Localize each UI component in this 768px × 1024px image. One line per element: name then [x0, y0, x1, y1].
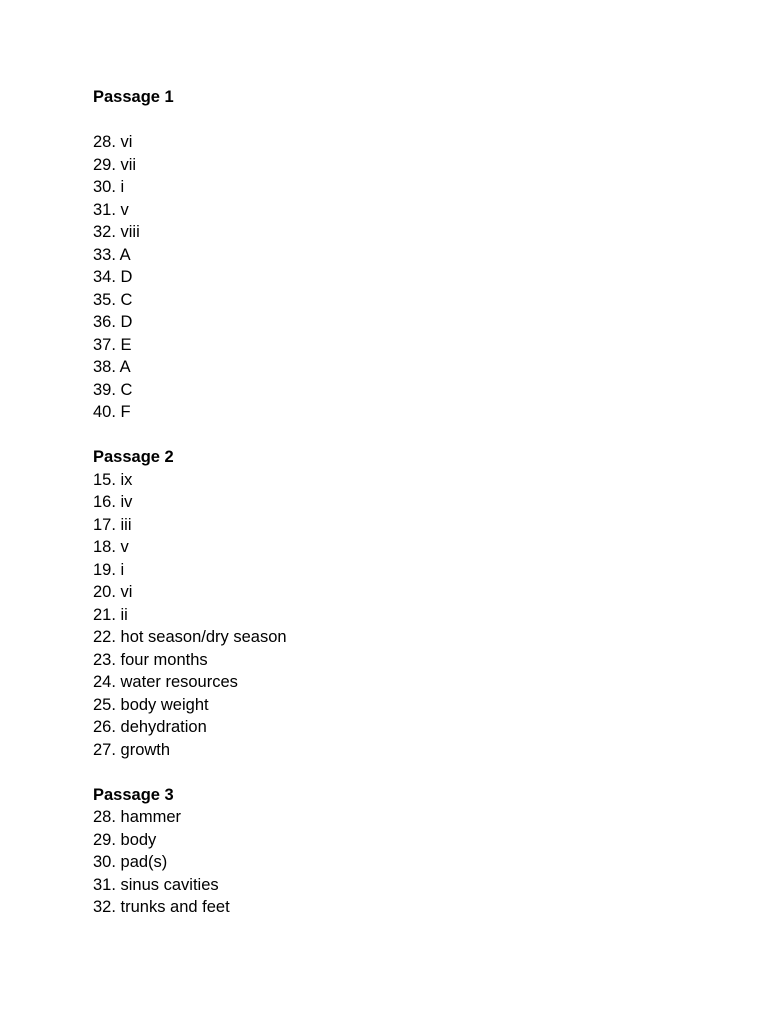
passage-2-heading: Passage 2 — [93, 448, 174, 466]
passage-1-answer-list — [93, 131, 733, 424]
answer-item: 38. A — [93, 358, 131, 376]
answer-item: 18. v — [93, 538, 129, 556]
answer-item: 36. D — [93, 313, 133, 331]
answer-item: 29. vii — [93, 155, 137, 174]
passage-2-answer-list — [93, 469, 733, 762]
passage-2-section — [93, 446, 733, 761]
passage-1-section — [93, 86, 733, 424]
answer-item: 23. four months — [93, 650, 208, 669]
answer-item: 21. ii — [93, 605, 128, 624]
answer-item: 34. D — [93, 268, 133, 286]
answer-item: 28. vi — [93, 133, 133, 151]
answer-item: 31. sinus cavities — [93, 875, 219, 894]
answer-item: 30. i — [93, 178, 125, 196]
answer-item: 16. iv — [93, 493, 133, 511]
answer-item: 28. hammer — [93, 808, 182, 826]
answer-item: 30. pad(s) — [93, 853, 168, 871]
answer-item: 37. E — [93, 335, 132, 354]
answer-key-document — [93, 86, 733, 919]
answer-item: 32. viii — [93, 223, 140, 241]
answer-item: 40. F — [93, 403, 131, 421]
answer-item: 22. hot season/dry season — [93, 628, 287, 646]
answer-item: 25. body weight — [93, 695, 209, 714]
answer-item: 33. A — [93, 245, 131, 264]
passage-3-section — [93, 784, 733, 919]
answer-item: 19. i — [93, 560, 125, 579]
passage-3-answer-list — [93, 806, 733, 919]
answer-item: 15. ix — [93, 470, 133, 489]
answer-item: 35. C — [93, 290, 133, 309]
answer-item: 29. body — [93, 830, 157, 849]
answer-item: 39. C — [93, 380, 133, 399]
answer-item: 31. v — [93, 200, 129, 219]
passage-1-heading: Passage 1 — [93, 88, 174, 106]
answer-item: 17. iii — [93, 515, 132, 534]
answer-item: 26. dehydration — [93, 718, 207, 736]
answer-item: 20. vi — [93, 583, 133, 601]
passage-3-heading: Passage 3 — [93, 785, 174, 804]
answer-item: 27. growth — [93, 740, 171, 759]
answer-item: 24. water resources — [93, 673, 238, 691]
answer-item: 32. trunks and feet — [93, 898, 230, 916]
